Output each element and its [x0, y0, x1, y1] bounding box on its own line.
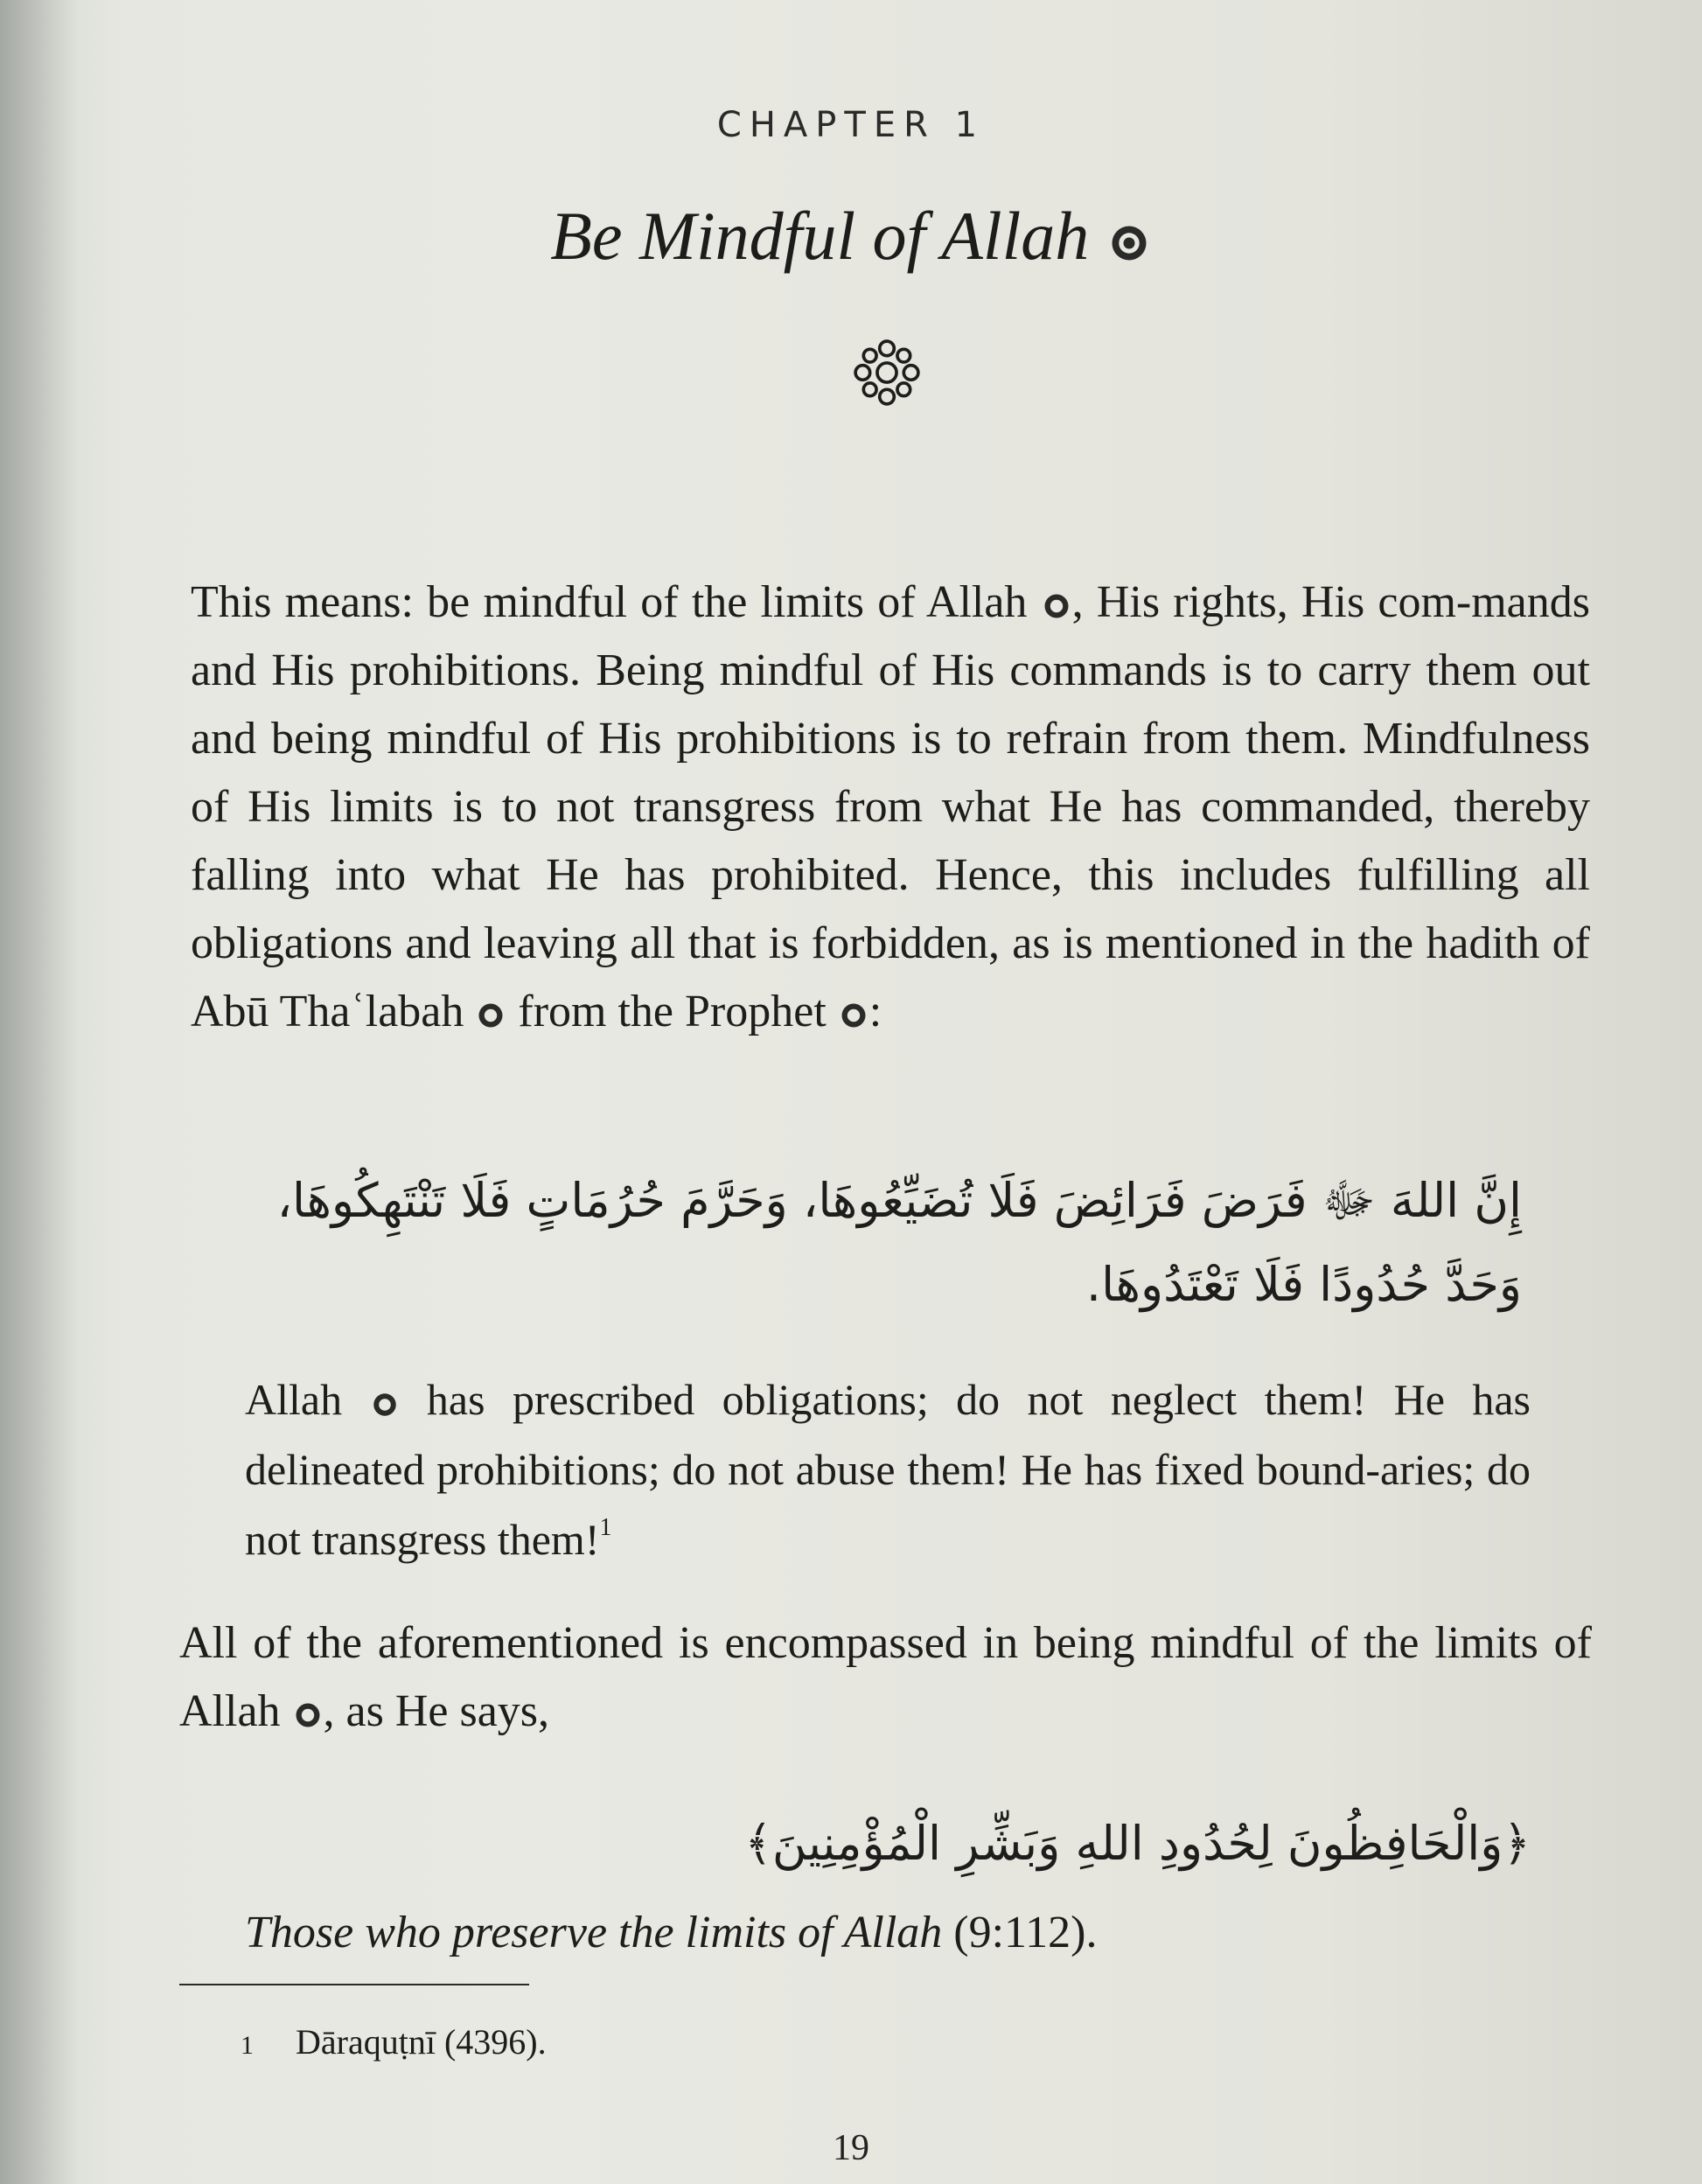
- verse-arabic: ﴿وَالْحَافِظُونَ لِحُدُودِ اللهِ وَبَشِّرِ الْمُؤْمِنِينَ﴾: [744, 1816, 1531, 1871]
- footnote-number: 1: [241, 2031, 254, 2060]
- footnote: [241, 2016, 1290, 2072]
- honorific-icon: [1041, 590, 1072, 622]
- intro-text-b: , His rights, His com-mands and His prohibitions. Being mindful of His commands is to carry them out and being mindful of His prohibitions is to refrain from them. Mindfulness of His limits is to not transgress from what He has commanded, thereby falling into what He has prohibited. Hence, this includes fulfilling all obligations and leaving all that is forbidden, as is mentioned in the hadith of Abū Thaʿlabah: [191, 577, 1590, 1036]
- honorific-icon: [292, 1699, 324, 1731]
- footnote-text: Dāraquṭnī (4396).: [296, 2022, 547, 2062]
- hadith-translation: [245, 1364, 1531, 1574]
- second-text-b: , as He says,: [323, 1686, 550, 1736]
- hadith-translation-a: Allah: [245, 1375, 370, 1424]
- chapter-title: [0, 197, 1702, 276]
- chapter-title-text: Be Mindful of Allah: [550, 198, 1090, 274]
- intro-paragraph: [191, 569, 1590, 1046]
- intro-text-a: This means: be mindful of the limits of Allah: [191, 577, 1041, 627]
- chapter-label: CHAPTER 1: [716, 105, 986, 145]
- intro-text-d: :: [868, 987, 882, 1036]
- second-text-a: All of the aforementioned is encompassed in being mindful of the limits of Allah: [179, 1618, 1592, 1736]
- verse-translation-italic: Those who preserve the limits of Allah: [245, 1908, 943, 1957]
- honorific-icon: [1106, 220, 1152, 266]
- footnote-divider: [179, 1984, 529, 1985]
- verse-reference: (9:112).: [942, 1908, 1098, 1957]
- honorific-icon: [475, 1000, 506, 1031]
- verse-translation: [245, 1898, 1469, 1968]
- intro-text-c: from the Prophet: [506, 987, 838, 1036]
- hadith-translation-b: has prescribed obligations; do not neglect them! He has delineated prohibitions; do not abuse them! He has fixed bound-aries; do not transgress them!: [245, 1375, 1531, 1564]
- page-number: 19: [833, 2128, 869, 2168]
- footnote-reference[interactable]: 1: [599, 1514, 612, 1541]
- hadith-arabic: إِنَّ اللهَ ﷻ فَرَضَ فَرَائِضَ فَلَا تُضَيِّعُوهَا، وَحَرَّمَ حُرُمَاتٍ فَلَا تَنْتَهِكُوهَا، وَحَدَّ حُدُودًا فَلَا تَعْتَدُوهَا.: [276, 1173, 1522, 1312]
- page-gutter-shadow: [0, 0, 79, 2184]
- honorific-icon: [838, 1000, 869, 1031]
- honorific-icon: [370, 1390, 400, 1420]
- floral-ornament-icon: [847, 332, 927, 413]
- second-paragraph: [179, 1609, 1592, 1746]
